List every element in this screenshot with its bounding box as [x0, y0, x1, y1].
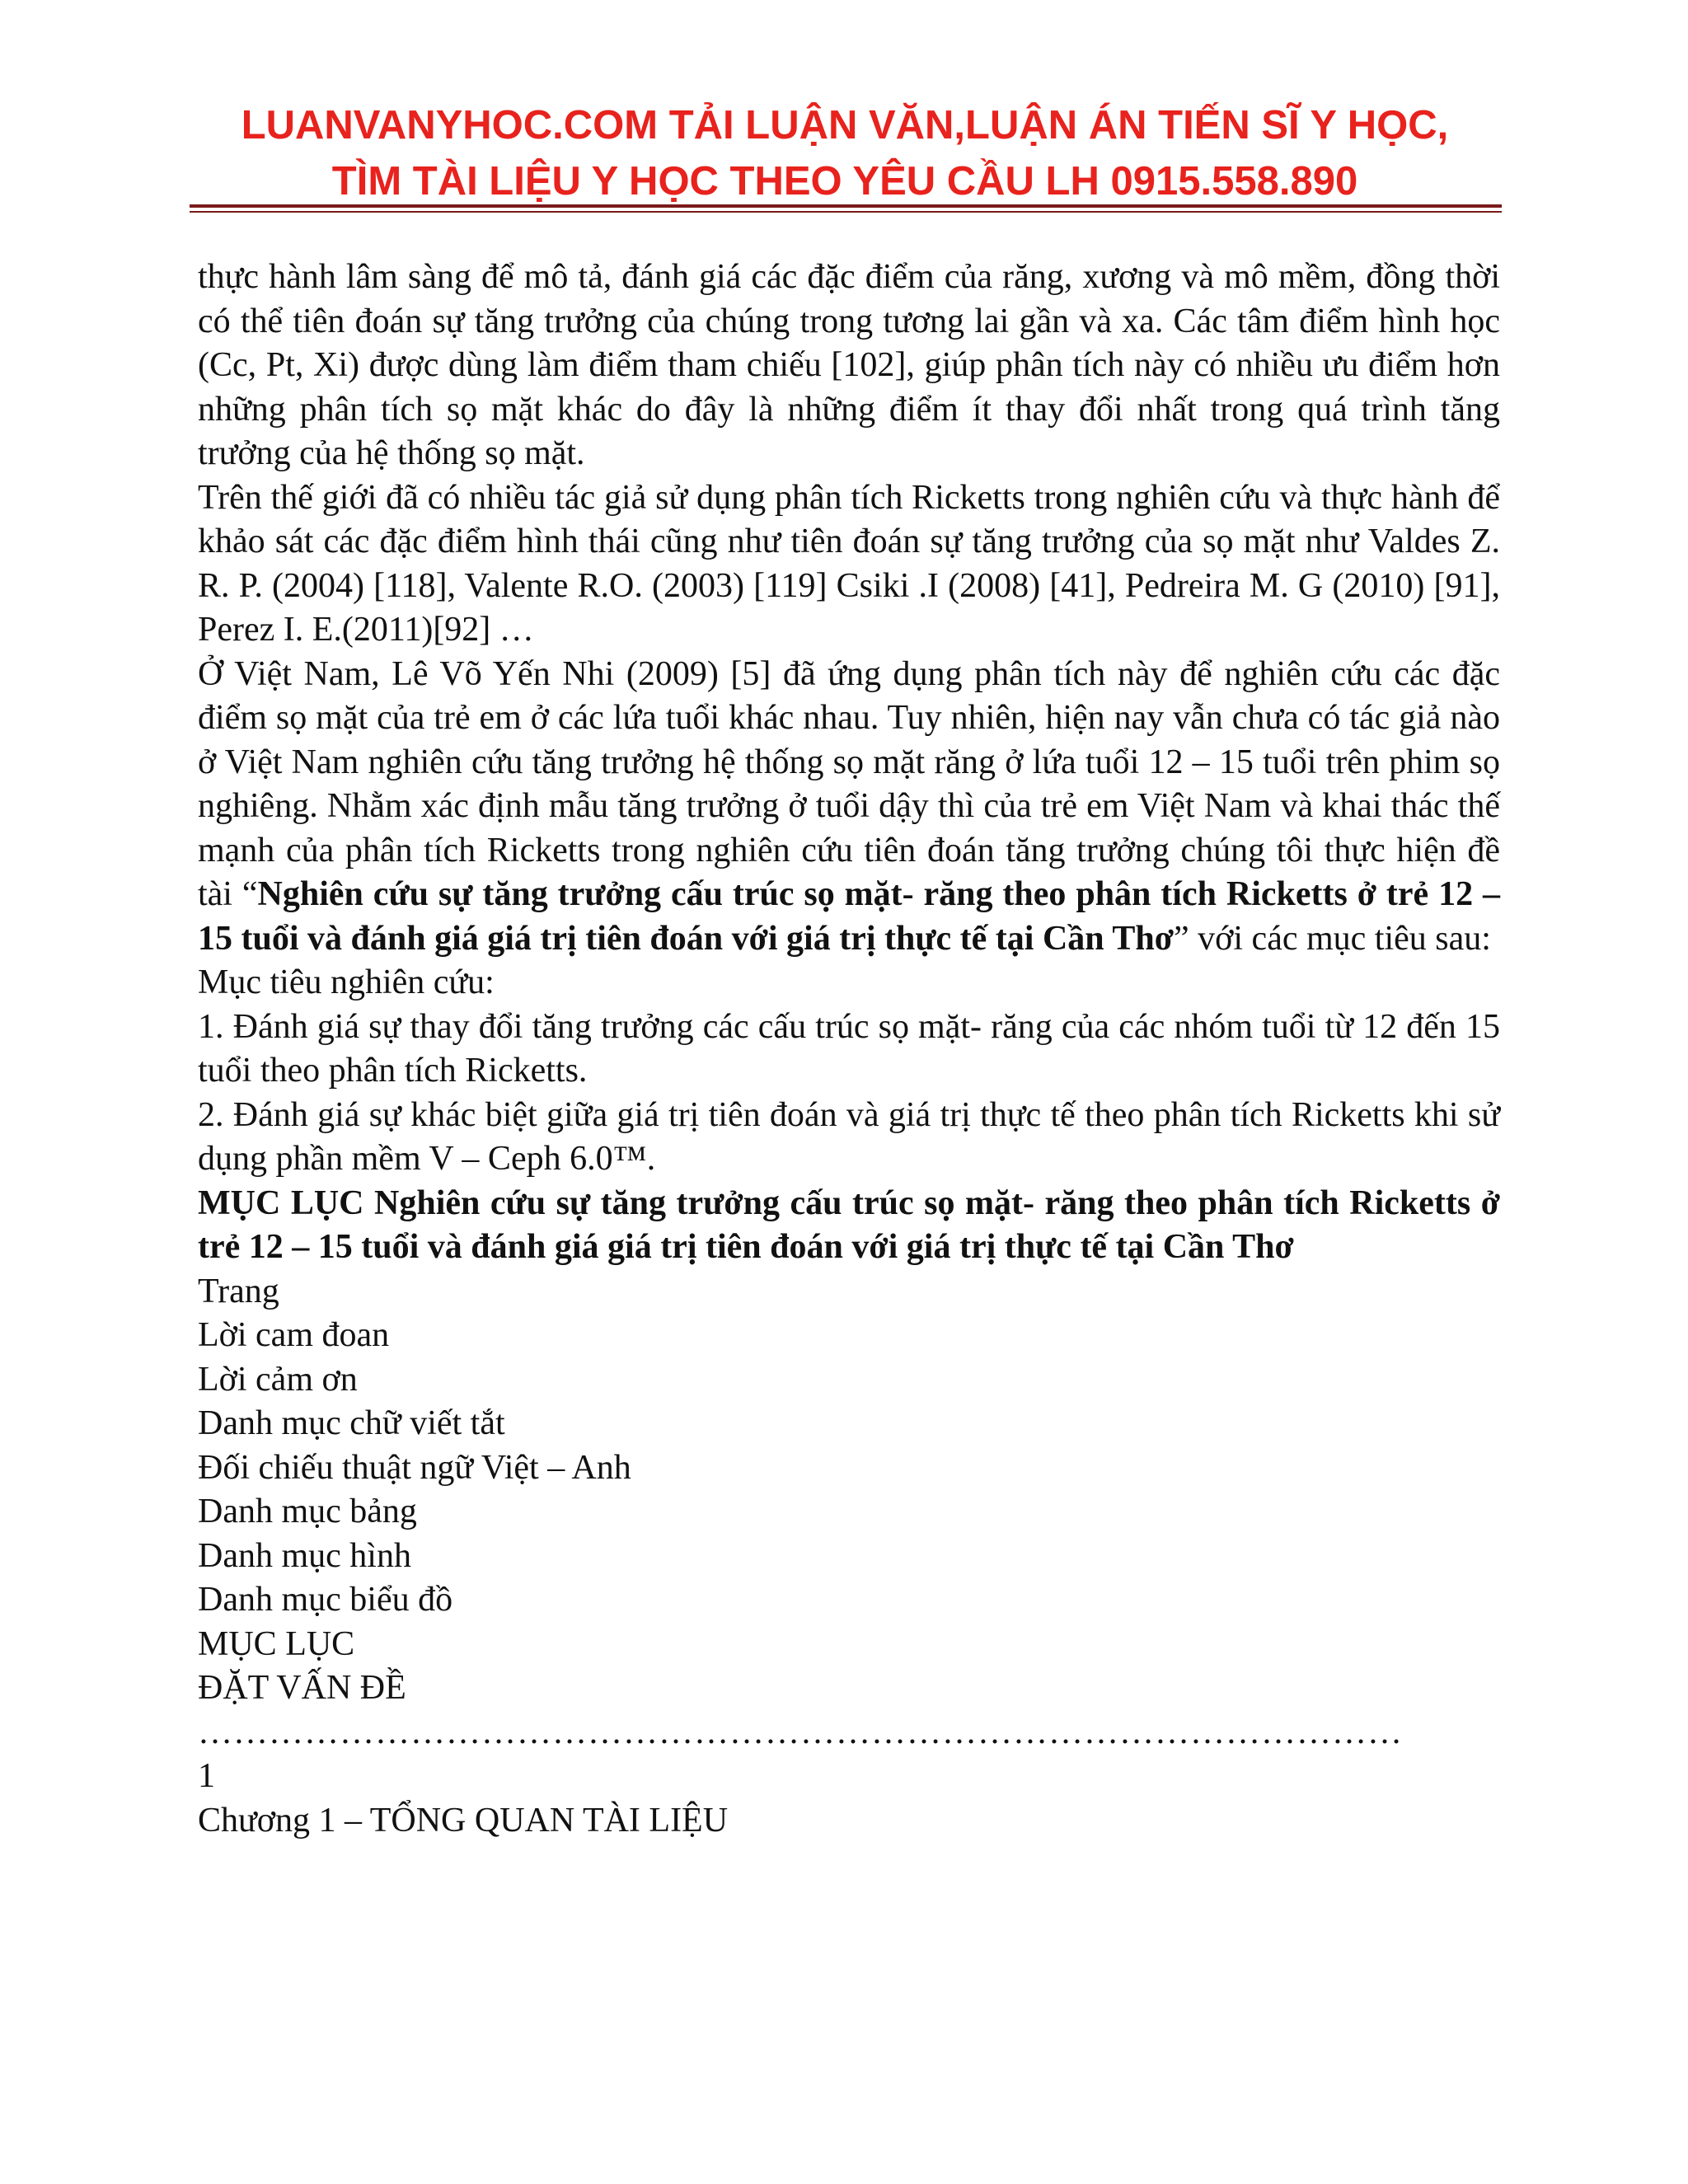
toc-item: MỤC LỤC [198, 1624, 355, 1663]
toc-item: Danh mục bảng [198, 1493, 417, 1530]
toc-leader-dots: ………………………………………………………………………………………… [198, 1713, 1403, 1751]
paragraph-1: thực hành lâm sàng để mô tả, đánh giá các đặc điểm của răng, xương và mô mềm, đồng thời có thể tiên đoán sự tăng trưởng của chúng trong tương lai gần và xa. Các tâm điểm hình học (Cc, Pt, Xi) được dùng làm điểm tham chiếu [102], giúp phân tích này có nhiều ưu điểm hơn những phân tích sọ mặt khác do đây là những điểm ít thay đổi nhất trong quá trình tăng trưởng của hệ thống sọ mặt. [198, 258, 1500, 472]
toc-item: Trang [198, 1272, 279, 1310]
paragraph-2: Trên thế giới đã có nhiều tác giả sử dụng phân tích Ricketts trong nghiên cứu và thực hành để khảo sát các đặc điểm hình thái cũng như tiên đoán sự tăng trưởng của sọ mặt như Valdes Z. R. P. (2004) [118], Valente R.O. (2003) [119] Csiki .I (2008) [41], Pedreira M. G (2010) [91], Perez I. E.(2011)[92] … [198, 478, 1500, 649]
paragraph-3-start: Ở Việt Nam, Lê Võ Yến Nhi (2009) [5] đã ứng dụng phân tích này để nghiên cứu các đặc điểm sọ mặt của trẻ em ở các lứa tuổi khác nhau. Tuy nhiên, hiện nay vẫn chưa có tác giả nào ở Việt Nam nghiên cứu tăng trưởng hệ thống sọ mặt răng ở lứa tuổi 12 – 15 tuổi trên phim sọ nghiêng. Nhằm xác định mẫu tăng trưởng ở tuổi dậy thì của trẻ em Việt Nam và khai thác thế mạnh của phân tích Ricketts trong nghiên cứu tiên đoán tăng trưởng chúng tôi thực hiện đề tài “ [198, 654, 1500, 913]
objective-2: 2. Đánh giá sự khác biệt giữa giá trị tiên đoán và giá trị thực tế theo phân tích Ricketts khi sử dụng phần mềm V – Ceph 6.0™. [198, 1095, 1500, 1178]
objectives-label: Mục tiêu nghiên cứu: [198, 963, 495, 1001]
toc-item: Đối chiếu thuật ngữ Việt – Anh [198, 1448, 631, 1487]
toc-item: Lời cảm ơn [198, 1360, 358, 1399]
objective-1: 1. Đánh giá sự thay đổi tăng trưởng các cấu trúc sọ mặt- răng của các nhóm tuổi từ 12 đến 15 tuổi theo phân tích Ricketts. [198, 1007, 1500, 1090]
paragraph-3-end: ” với các mục tiêu sau: [1174, 919, 1491, 958]
toc-item: ĐẶT VẤN ĐỀ [198, 1669, 406, 1707]
thesis-title: Nghiên cứu sự tăng trưởng cấu trúc sọ mặt- răng theo phân tích Ricketts ở trẻ 12 – 15 tuổi và đánh giá giá trị tiên đoán với giá trị thực tế tại Cần Thơ [198, 875, 1500, 958]
header-rule-thick [190, 204, 1502, 208]
toc-item: Danh mục hình [198, 1536, 411, 1575]
document-body [198, 255, 1500, 1843]
toc-heading-text: MỤC LỤC Nghiên cứu sự tăng trưởng cấu trúc sọ mặt- răng theo phân tích Ricketts ở trẻ 12 – 15 tuổi và đánh giá giá trị tiên đoán với giá trị thực tế tại Cần Thơ [198, 1183, 1500, 1266]
site-header [190, 97, 1500, 209]
toc-item: Danh mục biểu đồ [198, 1581, 453, 1619]
toc-page-number: 1 [198, 1757, 215, 1795]
paragraph-3 [198, 653, 1500, 962]
header-line-1: LUANVANYHOC.COM TẢI LUẬN VĂN,LUẬN ÁN TIẾN SĨ Y HỌC, [241, 103, 1449, 148]
header-line-2: TÌM TÀI LIỆU Y HỌC THEO YÊU CẦU LH 0915.558.890 [331, 159, 1358, 204]
toc-item: Danh mục chữ viết tắt [198, 1404, 505, 1442]
header-rule-thin [190, 211, 1502, 213]
toc-item: Lời cam đoan [198, 1316, 390, 1354]
toc-heading [198, 1182, 1500, 1270]
toc-chapter-1: Chương 1 – TỔNG QUAN TÀI LIỆU [198, 1801, 729, 1840]
